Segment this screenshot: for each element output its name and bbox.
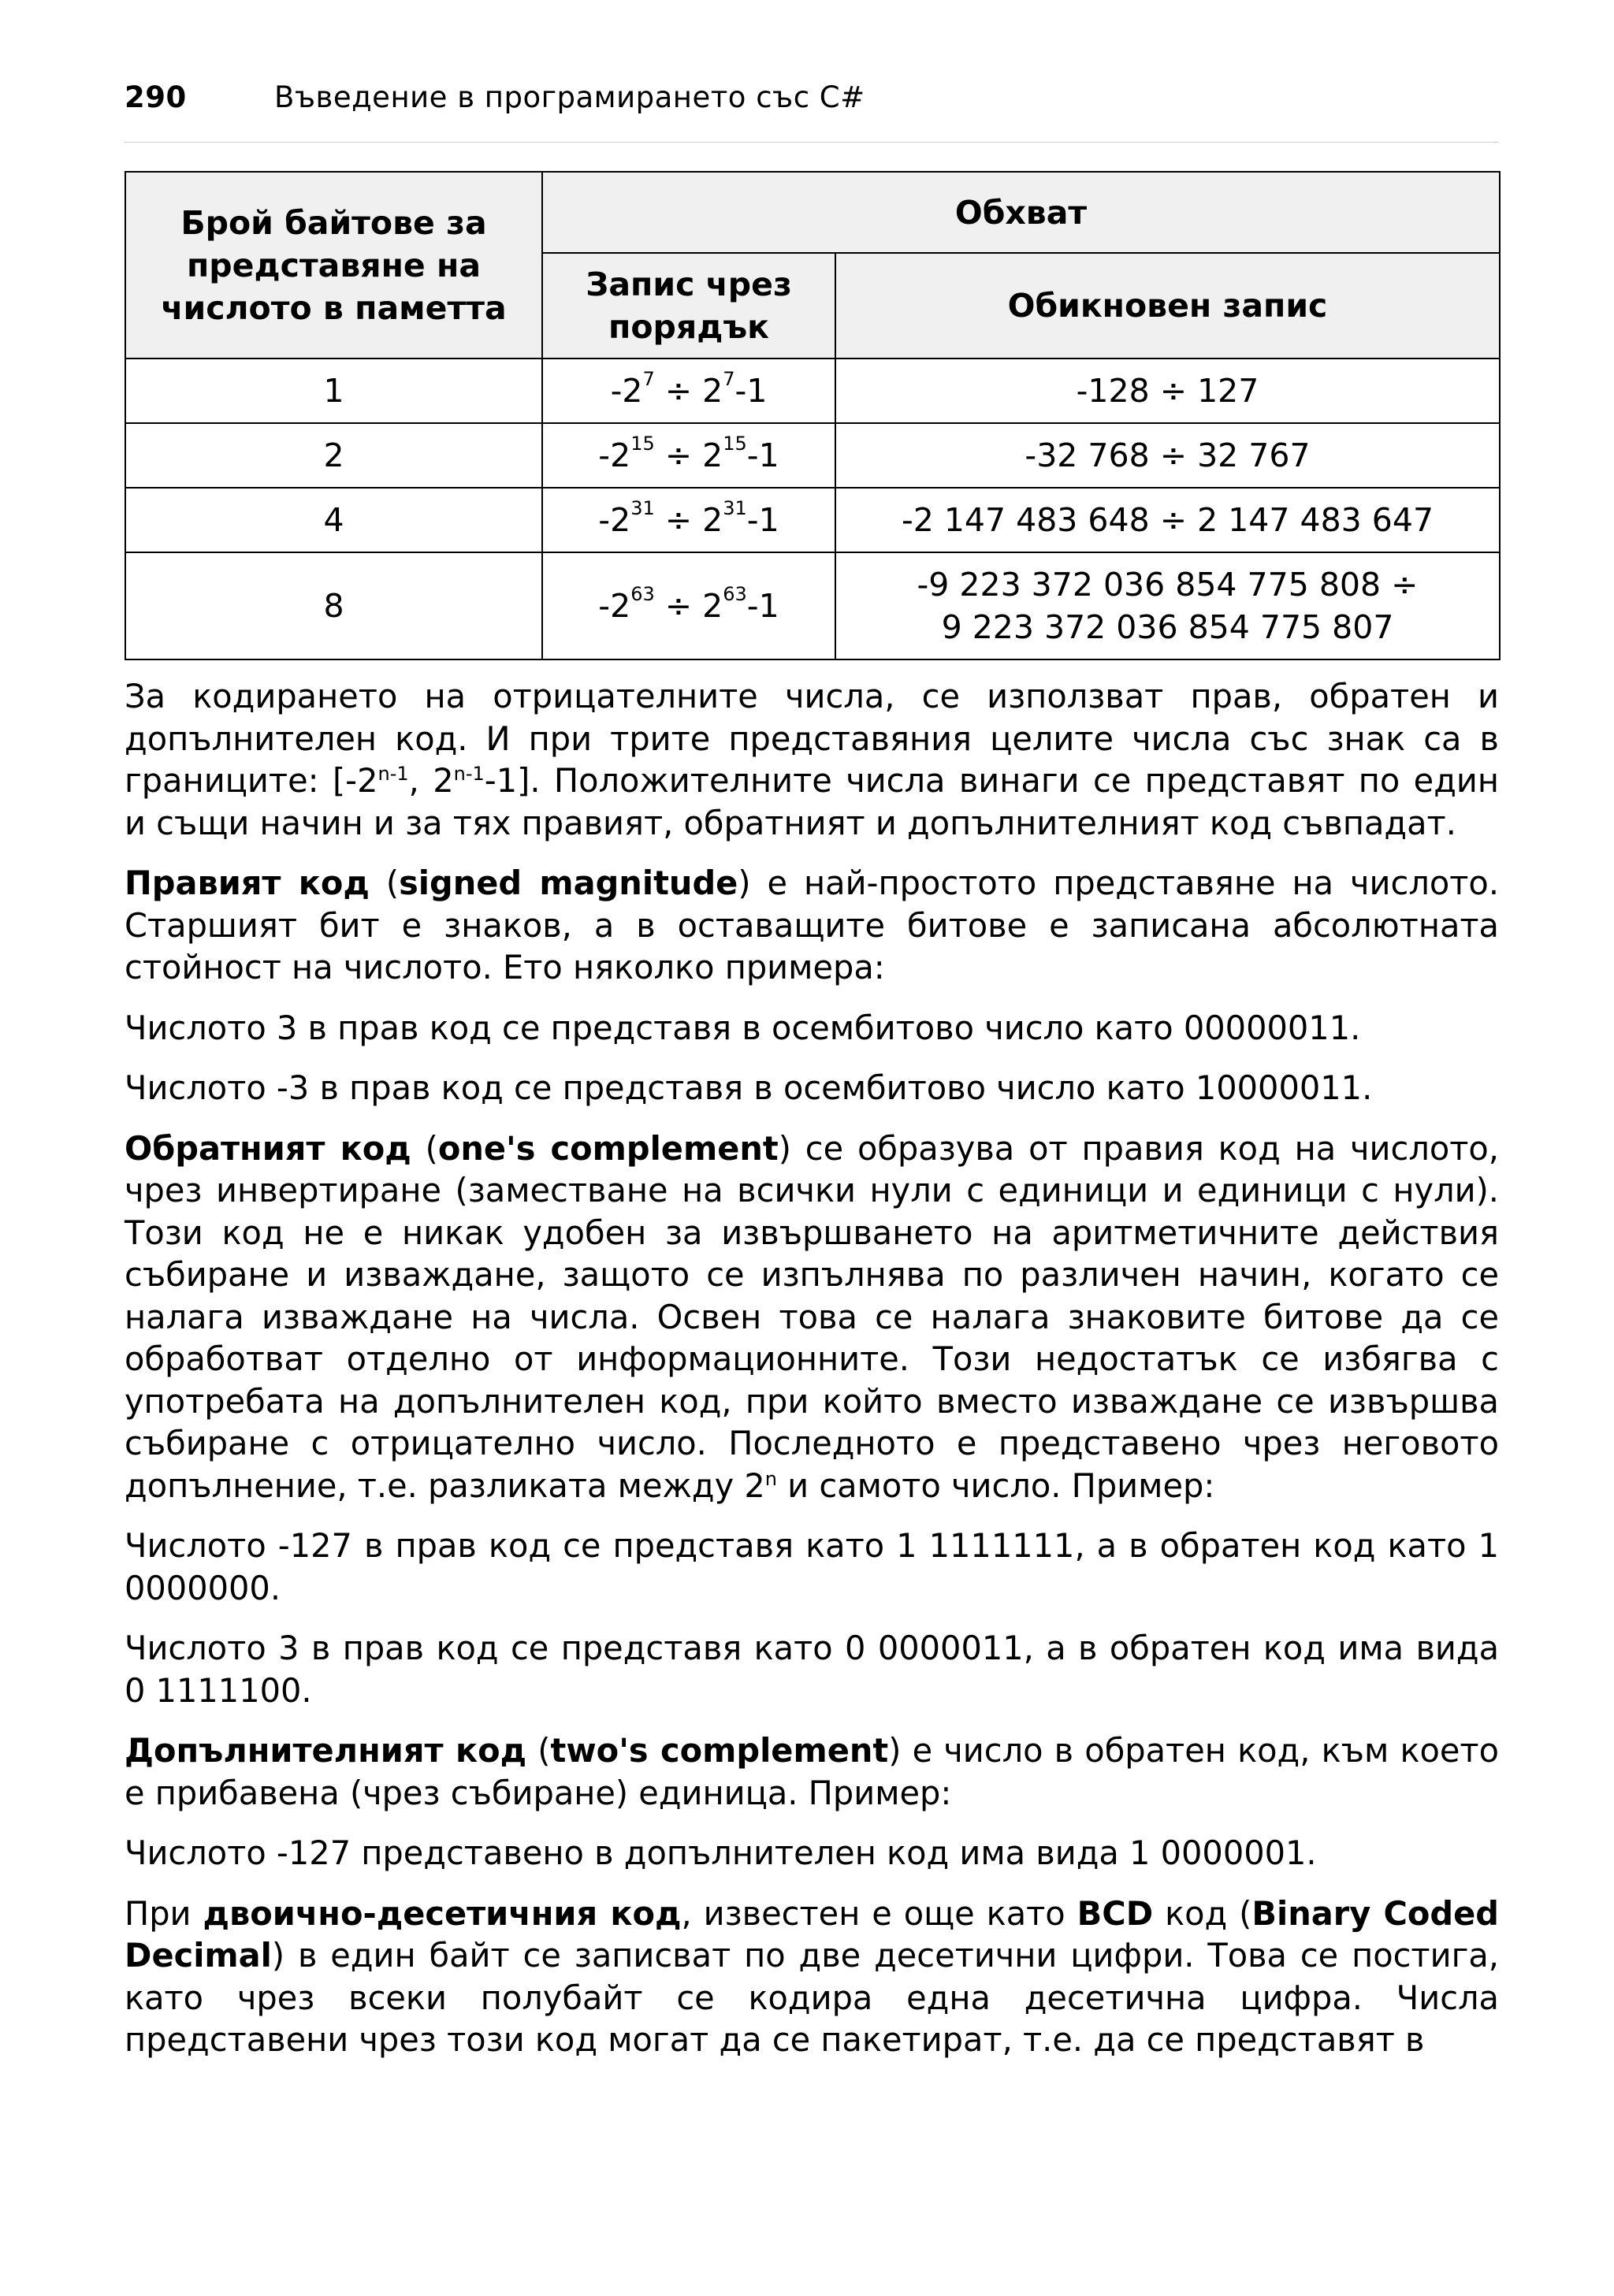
body-text — [125, 675, 1499, 2079]
exponent-range-cell: $-2^{63} \div 2^{63}-1$ — [542, 552, 835, 659]
byte-count-cell: 4 — [125, 488, 542, 552]
integer-ranges-table — [125, 171, 1501, 660]
header-range: Обхват — [542, 172, 1500, 253]
paragraph-example: Числото -127 в прав код се представя като 1 1111111, а в обратен код като 1 0000000. — [125, 1526, 1499, 1607]
paragraph-bcd: При двоично-десетичния код, известен е още като BCD код (Binary Coded Decimal) в един байт се записват по две десетични цифри. Това се постига, като чрез всеки полубайт се кодира една десетична цифра. Числа представени чрез този код могат да се пакетират, т.е. да се представят в — [125, 1893, 1499, 2059]
exponent-range-cell: $-2^7 \div 2^7-1$ — [542, 359, 835, 423]
exponent-range-cell: $-2^{31} \div 2^{31}-1$ — [542, 488, 835, 552]
table-row — [125, 423, 1500, 488]
term-bcd: BCD — [1077, 1893, 1154, 1933]
plain-range-cell: -128 ÷ 127 — [835, 359, 1500, 423]
paragraph-example: Числото -3 в прав код се представя в осембитово число като 10000011. — [125, 1068, 1373, 1107]
term-inverse-code: Обратният код — [125, 1128, 411, 1168]
running-header — [125, 79, 1499, 143]
exponent-range-cell: $-2^{15} \div 2^{15}-1$ — [542, 423, 835, 488]
byte-count-cell: 8 — [125, 552, 542, 659]
page-number: 290 — [125, 80, 187, 114]
paragraph-twos-complement: Допълнителният код (two's complement) е число в обратен код, към което е прибавена (чрез събиране) единица. Пример: — [125, 1731, 1499, 1812]
term-bcd-code: двоично-десетичния код — [203, 1893, 682, 1933]
paragraph-ones-complement: Обратният код (one's complement) се образува от правия код на числото, чрез инвертиране (заместване на всички нули с единици и единици с нули). Този код не е никак удобен за извършването на аритметичните действия събиране и изваждане, защото се изпълнява по различен начин, когато се налага изваждане на числа. Освен това се налага знаковите битове да се обработват отделно от информационните. Този недостатък се избягва с употребата на допълнителен код, при който вместо изваждане се извършва събиране с отрицателно число. Последното е представено чрез неговото допълнение, т.е. разликата между 2$^n$ и самото число. Пример: — [125, 1128, 1499, 1505]
paragraph-signed-magnitude: Правият код (signed magnitude) е най-простото представяне на числото. Старшият бит е знаков, а в оставащите битове е записана абсолютната стойност на числото. Ето няколко примера: — [125, 864, 1500, 986]
byte-count-cell: 2 — [125, 423, 542, 488]
term-twos-complement: two's complement — [550, 1731, 889, 1770]
paragraph-number-ranges: За кодирането на отрицателните числа, се използват прав, обратен и допълнителен код. И при трите представяния целите числа със знак са в границите: [-2$^{n-1}$, 2$^{n-1}$-1]. Положителните числа винаги се представят по един и същи начин и за тях правият, обратният и допълнителният код съвпадат. — [125, 677, 1499, 842]
header-plain-notation: Обикновен запис — [835, 253, 1500, 359]
byte-count-cell: 1 — [125, 359, 542, 423]
plain-range-cell: -2 147 483 648 ÷ 2 147 483 647 — [835, 488, 1500, 552]
paragraph-example: Числото 3 в прав код се представя като 0 0000011, а в обратен код има вида 0 1111100. — [125, 1629, 1499, 1710]
header-byte-count: Брой байтове за представяне на числото в паметта — [125, 172, 542, 359]
plain-range-cell: -9 223 372 036 854 775 808 ÷ 9 223 372 036 854 775 807 — [835, 552, 1500, 659]
term-additional-code: Допълнителният код — [125, 1731, 527, 1770]
paragraph-example: Числото -127 представено в допълнителен код има вида 1 0000001. — [125, 1833, 1317, 1872]
term-signed-magnitude: signed magnitude — [399, 864, 738, 902]
paragraph-example: Числото 3 в прав код се представя в осембитово число като 00000011. — [125, 1008, 1361, 1047]
term-direct-code: Правият код — [125, 864, 370, 902]
table-row — [125, 488, 1500, 552]
term-ones-complement: one's complement — [437, 1128, 779, 1168]
book-title: Въведение в програмирането със C# — [274, 80, 865, 114]
plain-range-cell: -32 768 ÷ 32 767 — [835, 423, 1500, 488]
term-binary-coded-decimal: Binary Coded Decimal — [125, 1893, 1499, 1975]
table-row — [125, 359, 1500, 423]
header-exponent-notation: Запис чрез порядък — [542, 253, 835, 359]
table-row — [125, 552, 1500, 659]
